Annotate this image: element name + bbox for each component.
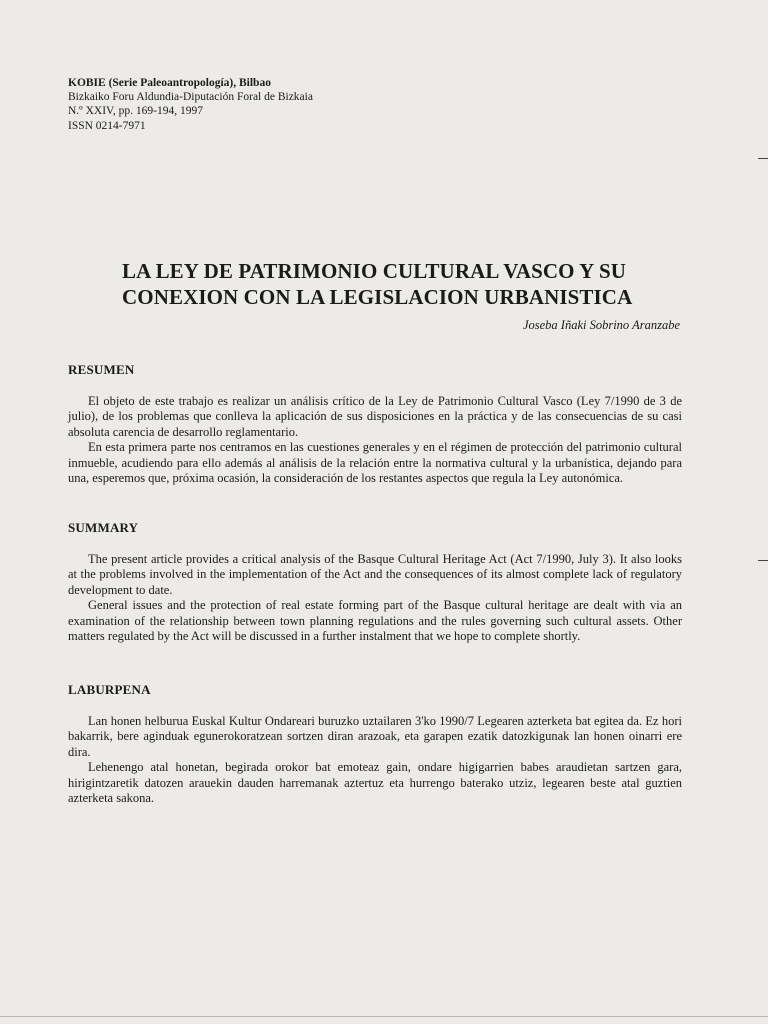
publication-header [68,76,313,133]
resumen-heading: RESUMEN [68,362,135,377]
volume-pages: N.º XXIV, pp. 169-194, 1997 [68,105,203,118]
resumen-section [68,362,682,486]
summary-heading: SUMMARY [68,520,139,535]
laburpena-paragraph: Lehenengo atal honetan, begirada orokor bat emoteaz gain, ondare higigarrien babes araudietan sartzen gara, hirigintzaretik datozen arauekin dauden harremanak aztertuz eta hurrengo baterako utziz, legearen beste atal guztien azterketa sakona. [68,760,682,806]
author-name: Joseba Iñaki Sobrino Aranzabe [522,318,680,332]
laburpena-heading: LABURPENA [68,682,151,697]
resumen-paragraph: El objeto de este trabajo es realizar un análisis crítico de la Ley de Patrimonio Cultural Vasco (Ley 7/1990 de 3 de julio), de los problemas que conlleva la aplicación de sus disposiciones en la práctica y de las consecuencias de su casi absoluta carencia de desarrollo reglamentario. [68,394,682,439]
summary-paragraph: General issues and the protection of real estate forming part of the Basque cultural heritage are dealt with via an examination of the relationship between town planning regulations and the rules governing such cultural assets. Other matters regulated by the Act will be discussed in a further instalment that we hope to complete shortly. [68,598,682,644]
issn: ISSN 0214-7971 [68,119,146,132]
laburpena-section [68,682,682,806]
journal-name: KOBIE (Serie Paleoantropología), Bilbao [68,77,271,89]
page-bottom-edge [0,1016,768,1017]
scan-edge-mark [758,560,768,561]
scan-edge-mark [758,158,768,159]
laburpena-paragraph: Lan honen helburua Euskal Kultur Ondareari buruzko uztailaren 3'ko 1990/7 Legearen azterketa bat egitea da. Ez hori bakarrik, bere aginduak egunerokoratzean sortzen diran arazoak, eta garapen ezatik datozkigunak lan honen oinarri ere dira. [68,714,682,759]
resumen-paragraph: En esta primera parte nos centramos en las cuestiones generales y en el régimen de protección del patrimonio cultural inmueble, acudiendo para ello además al análisis de la relación entre la normativa cultural y la urbanística, dejando para una, esperemos que, próxima ocasión, la consideración de los restantes aspectos que regula la Ley autonómica. [68,440,682,486]
publisher: Bizkaiko Foru Aldundia-Diputación Foral de Bizkaia [68,91,313,104]
article-title: LA LEY DE PATRIMONIO CULTURAL VASCO Y SU CONEXION CON LA LEGISLACION URBANISTICA [122,259,633,309]
summary-paragraph: The present article provides a critical analysis of the Basque Cultural Heritage Act (Act 7/1990, July 3). It also looks at the problems involved in the implementation of the Act and the consequences of its almost complete lack of regulatory development to date. [68,552,682,597]
summary-section [68,520,682,644]
